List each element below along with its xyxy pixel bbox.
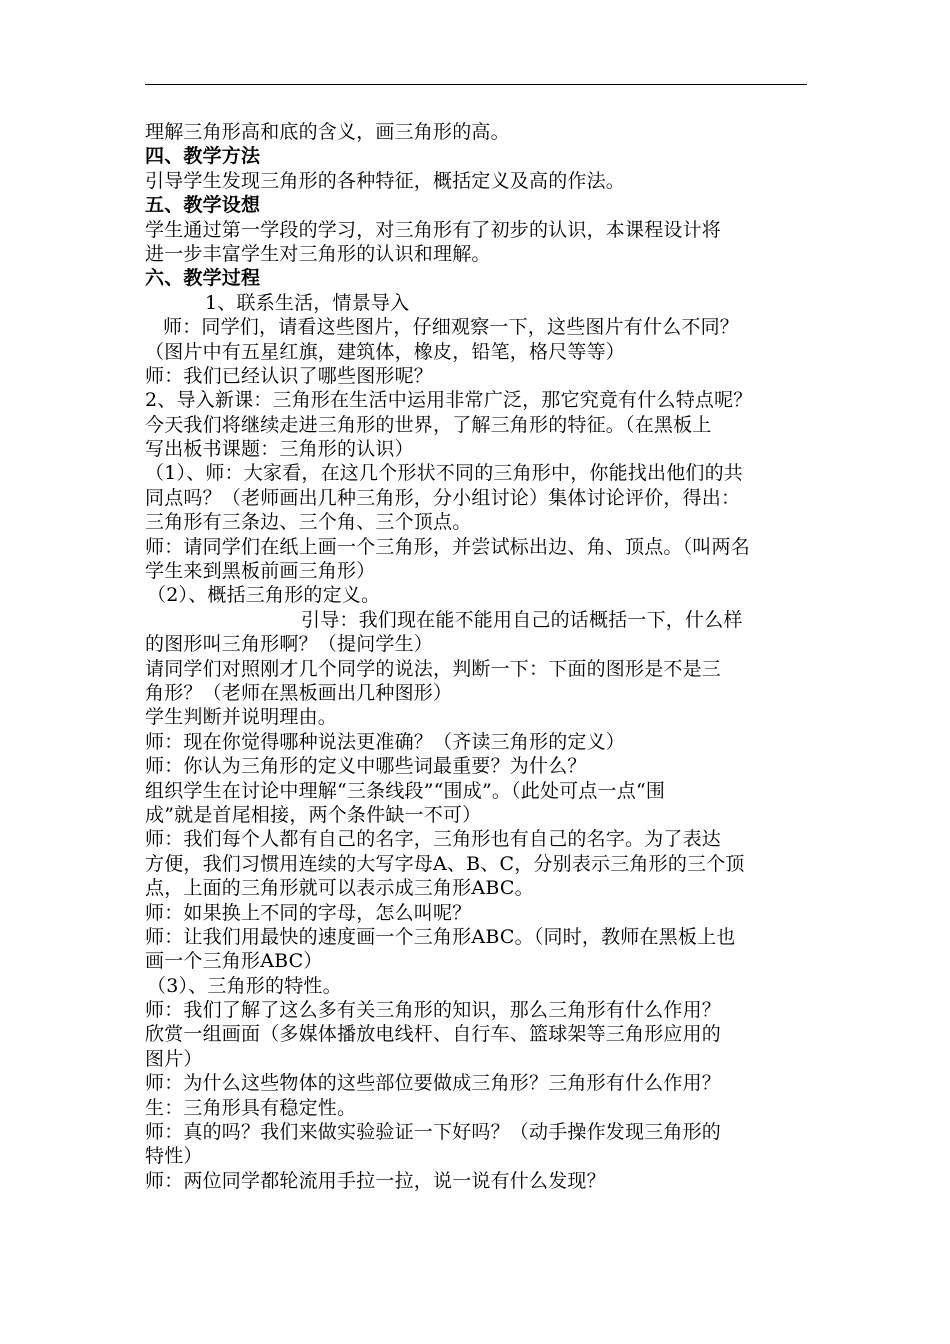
text-line: 师：让我们用最快的速度画一个三角形ABC。（同时，教师在黑板上也: [145, 925, 736, 948]
text-line: 请同学们对照刚才几个同学的说法，判断一下：下面的图形是不是三: [145, 657, 722, 680]
text-line: （2）、概括三角形的定义。: [147, 584, 381, 607]
text-line: 师：我们每个人都有自己的名字，三角形也有自己的名字。为了表达: [145, 828, 722, 851]
text-line: 画一个三角形ABC）: [145, 950, 323, 973]
text-line: 师：为什么这些物体的这些部位要做成三角形？三角形有什么作用？: [145, 1072, 722, 1095]
text-line: 学生来到黑板前画三角形）: [145, 560, 376, 583]
text-line: 图片）: [145, 1047, 203, 1070]
section-heading: 六、教学过程: [145, 267, 261, 290]
text-line: 师：两位同学都轮流用手拉一拉，说一说有什么发现？: [145, 1169, 606, 1192]
text-line: 角形？（老师在黑板画出几种图形）: [145, 681, 453, 704]
text-line: 成”就是首尾相接，两个条件缺一不可）: [145, 803, 482, 826]
header-rule: [145, 84, 807, 85]
text-line: 的图形叫三角形啊？（提问学生）: [145, 633, 434, 656]
text-line: 1、联系生活，情景导入: [205, 291, 410, 314]
text-line: 引导学生发现三角形的各种特征，概括定义及高的作法。: [145, 169, 626, 192]
text-line: 师：同学们，请看这些图片，仔细观察一下，这些图片有什么不同？: [163, 316, 740, 339]
text-line: 今天我们将继续走进三角形的世界，了解三角形的特征。（在黑板上: [145, 413, 712, 436]
text-line: 2、导入新课：三角形在生活中运用非常广泛，那它究竟有什么特点呢？: [145, 389, 753, 412]
text-line: （图片中有五星红旗，建筑体，橡皮，铅笔，格尺等等）: [145, 340, 626, 363]
text-line: 师：我们已经认识了哪些图形呢？: [145, 364, 434, 387]
text-line: 师：现在你觉得哪种说法更准确？（齐读三角形的定义）: [145, 730, 626, 753]
text-line: 引导：我们现在能不能用自己的话概括一下，什么样: [301, 608, 743, 631]
text-line: 组织学生在讨论中理解“三条线段”“围成”。（此处可点一点“围: [145, 779, 666, 802]
text-line: 师：真的吗？我们来做实验验证一下好吗？（动手操作发现三角形的: [145, 1121, 722, 1144]
text-line: 三角形有三条边、三个角、三个顶点。: [145, 511, 472, 534]
text-line: 写出板书课题：三角形的认识）: [145, 438, 414, 461]
text-line: 师：你认为三角形的定义中哪些词最重要？为什么？: [145, 755, 587, 778]
text-line: （3）、三角形的特性。: [147, 974, 342, 997]
text-line: 进一步丰富学生对三角形的认识和理解。: [145, 242, 491, 265]
text-line: 点，上面的三角形就可以表示成三角形ABC。: [145, 877, 534, 900]
document-body: [145, 120, 825, 1193]
text-line: 欣赏一组画面（多媒体播放电线杆、自行车、篮球架等三角形应用的: [145, 1023, 722, 1046]
text-line: 师：如果换上不同的字母，怎么叫呢？: [145, 901, 472, 924]
text-line: 理解三角形高和底的含义，画三角形的高。: [145, 121, 510, 143]
text-line: 师：请同学们在纸上画一个三角形，并尝试标出边、角、顶点。（叫两名: [145, 535, 750, 558]
section-heading: 四、教学方法: [145, 145, 261, 168]
text-line: 生：三角形具有稳定性。: [145, 1096, 357, 1119]
text-line: 学生判断并说明理由。: [145, 706, 338, 729]
text-line: 师：我们了解了这么多有关三角形的知识，那么三角形有什么作用？: [145, 999, 722, 1022]
text-line: 方便，我们习惯用连续的大写字母A、B、C，分别表示三角形的三个顶: [145, 852, 745, 875]
text-line: 特性）: [145, 1145, 203, 1168]
text-line: （1）、师：大家看，在这几个形状不同的三角形中，你能找出他们的共: [145, 462, 743, 485]
text-line: 学生通过第一学段的学习，对三角形有了初步的认识，本课程设计将: [145, 218, 722, 241]
section-heading: 五、教学设想: [145, 194, 261, 217]
text-line: 同点吗？（老师画出几种三角形，分小组讨论）集体讨论评价，得出：: [145, 486, 741, 509]
